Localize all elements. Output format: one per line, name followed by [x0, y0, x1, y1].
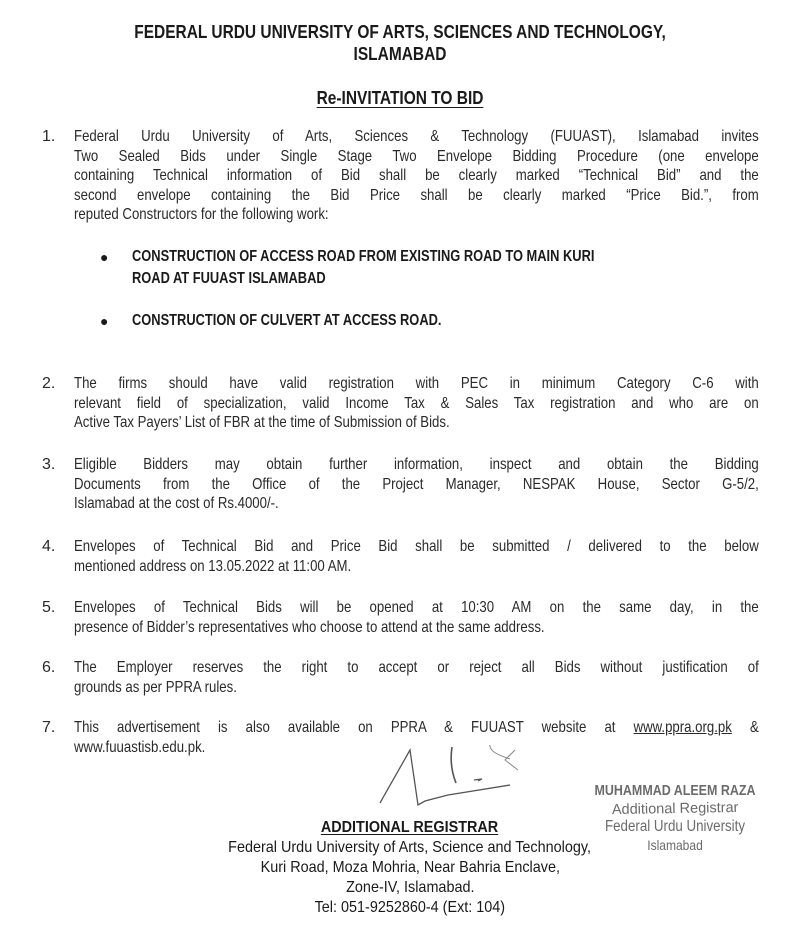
- paragraph-line: Envelopes of Technical Bids will be opened at 10:30 AM on the same day, in the: [74, 599, 759, 616]
- paragraph-line: Documents from the Office of the Project Manager, NESPAK House, Sector G-5/2,: [74, 475, 759, 493]
- bullet-icon: ●: [100, 313, 109, 329]
- paragraph-line: second envelope containing the Bid Price shall be clearly marked “Price Bid.”, from: [74, 186, 759, 204]
- paragraph-number: 3.: [42, 456, 56, 473]
- paragraph-line: containing Technical information of Bid shall be clearly marked “Technical Bid” and the: [74, 167, 759, 184]
- work-item-text: [132, 246, 746, 290]
- address-text: Zone-IV, Islamabad.: [345, 879, 475, 896]
- paragraph-number: 2.: [42, 375, 56, 392]
- paragraph-text-fragment: This advertisement is also available on PPRA & FUUAST website at: [74, 719, 634, 736]
- paragraph-text: [74, 374, 759, 433]
- document-heading: [0, 88, 800, 109]
- paragraph-line: mentioned address on 13.05.2022 at 11:00 AM.: [74, 557, 352, 575]
- stamp-designation: Additional Registrar: [611, 799, 739, 819]
- signature-icon: [370, 745, 540, 825]
- fuuast-website-link[interactable]: www.fuuastisb.edu.pk: [74, 738, 202, 756]
- issuer-block: [100, 818, 720, 918]
- paragraph-line: Active Tax Payers’ List of FBR at the time of Submission of Bids.: [74, 414, 450, 431]
- paragraph-line: grounds as per PPRA rules.: [74, 678, 237, 696]
- stamp-name: MUHAMMAD ALEEM RAZA: [594, 783, 756, 799]
- paragraph-number: 6.: [42, 659, 56, 676]
- stamp-institution: Federal Urdu University: [604, 818, 746, 835]
- university-title-line1: [0, 22, 800, 43]
- paragraph-line: relevant field of specialization, valid Income Tax & Sales Tax registration and who are on: [74, 394, 759, 412]
- work-item-text: [132, 310, 746, 332]
- university-title-line2: [0, 44, 800, 65]
- paragraph-line: Federal Urdu University of Arts, Sciences & Technology (FUUAST), Islamabad invites: [74, 128, 759, 145]
- work-item-line: CONSTRUCTION OF ACCESS ROAD FROM EXISTING ROAD TO MAIN KURI: [132, 248, 595, 265]
- paragraph-line: presence of Bidder’s representatives who choose to attend at the same address.: [74, 618, 545, 636]
- paragraph-line: The Employer reserves the right to accept or reject all Bids without justification of: [74, 659, 759, 676]
- document-heading-text: Re-INVITATION TO BID: [316, 88, 484, 108]
- paragraph-line: Islamabad at the cost of Rs.4000/-.: [74, 495, 279, 512]
- university-city-text: ISLAMABAD: [353, 44, 447, 64]
- paragraph-number: 7.: [42, 719, 56, 736]
- paragraph-number: 5.: [42, 599, 56, 616]
- paragraph-line: Two Sealed Bids under Single Stage Two Envelope Bidding Procedure (one envelope: [74, 147, 759, 165]
- work-item-line: ROAD AT FUUAST ISLAMABAD: [132, 270, 326, 287]
- paragraph-text-fragment: .: [201, 738, 206, 756]
- address-line-3: [100, 878, 720, 898]
- address-text: Federal Urdu University of Arts, Science and Technology,: [228, 839, 592, 856]
- paragraph-text: [74, 455, 759, 514]
- paragraph-line: reputed Constructors for the following work:: [74, 206, 329, 223]
- paragraph-line: [74, 718, 759, 738]
- phone-line: [100, 898, 720, 918]
- paragraph-text: [74, 537, 759, 576]
- bullet-icon: ●: [100, 249, 109, 265]
- paragraph-text: [74, 658, 759, 697]
- issuer-role: [100, 818, 720, 838]
- paragraph-text: [74, 127, 759, 225]
- paragraph-line: Envelopes of Technical Bid and Price Bid shall be submitted / delivered to the below: [74, 538, 759, 555]
- phone-text: Tel: 051-9252860-4 (Ext: 104): [314, 899, 506, 916]
- address-line-1: [100, 838, 720, 858]
- work-item-line: CONSTRUCTION OF CULVERT AT ACCESS ROAD.: [132, 312, 442, 329]
- paragraph-number: 1.: [42, 128, 56, 145]
- stamp-city: Islamabad: [647, 837, 703, 853]
- paragraph-line: The firms should have valid registration with PEC in minimum Category C-6 with: [74, 375, 759, 392]
- paragraph-text-fragment: &: [731, 719, 759, 736]
- university-title-text: FEDERAL URDU UNIVERSITY OF ARTS, SCIENCES AND TECHNOLOGY,: [134, 22, 666, 42]
- paragraph-line: Eligible Bidders may obtain further information, inspect and obtain the Bidding: [74, 456, 759, 473]
- ppra-website-link[interactable]: www.ppra.org.pk: [633, 719, 732, 736]
- issuer-role-text: ADDITIONAL REGISTRAR: [321, 819, 499, 836]
- address-text: Kuri Road, Moza Mohria, Near Bahria Enclave,: [260, 859, 560, 876]
- paragraph-text: [74, 598, 759, 637]
- paragraph-number: 4.: [42, 538, 56, 555]
- address-line-2: [100, 858, 720, 878]
